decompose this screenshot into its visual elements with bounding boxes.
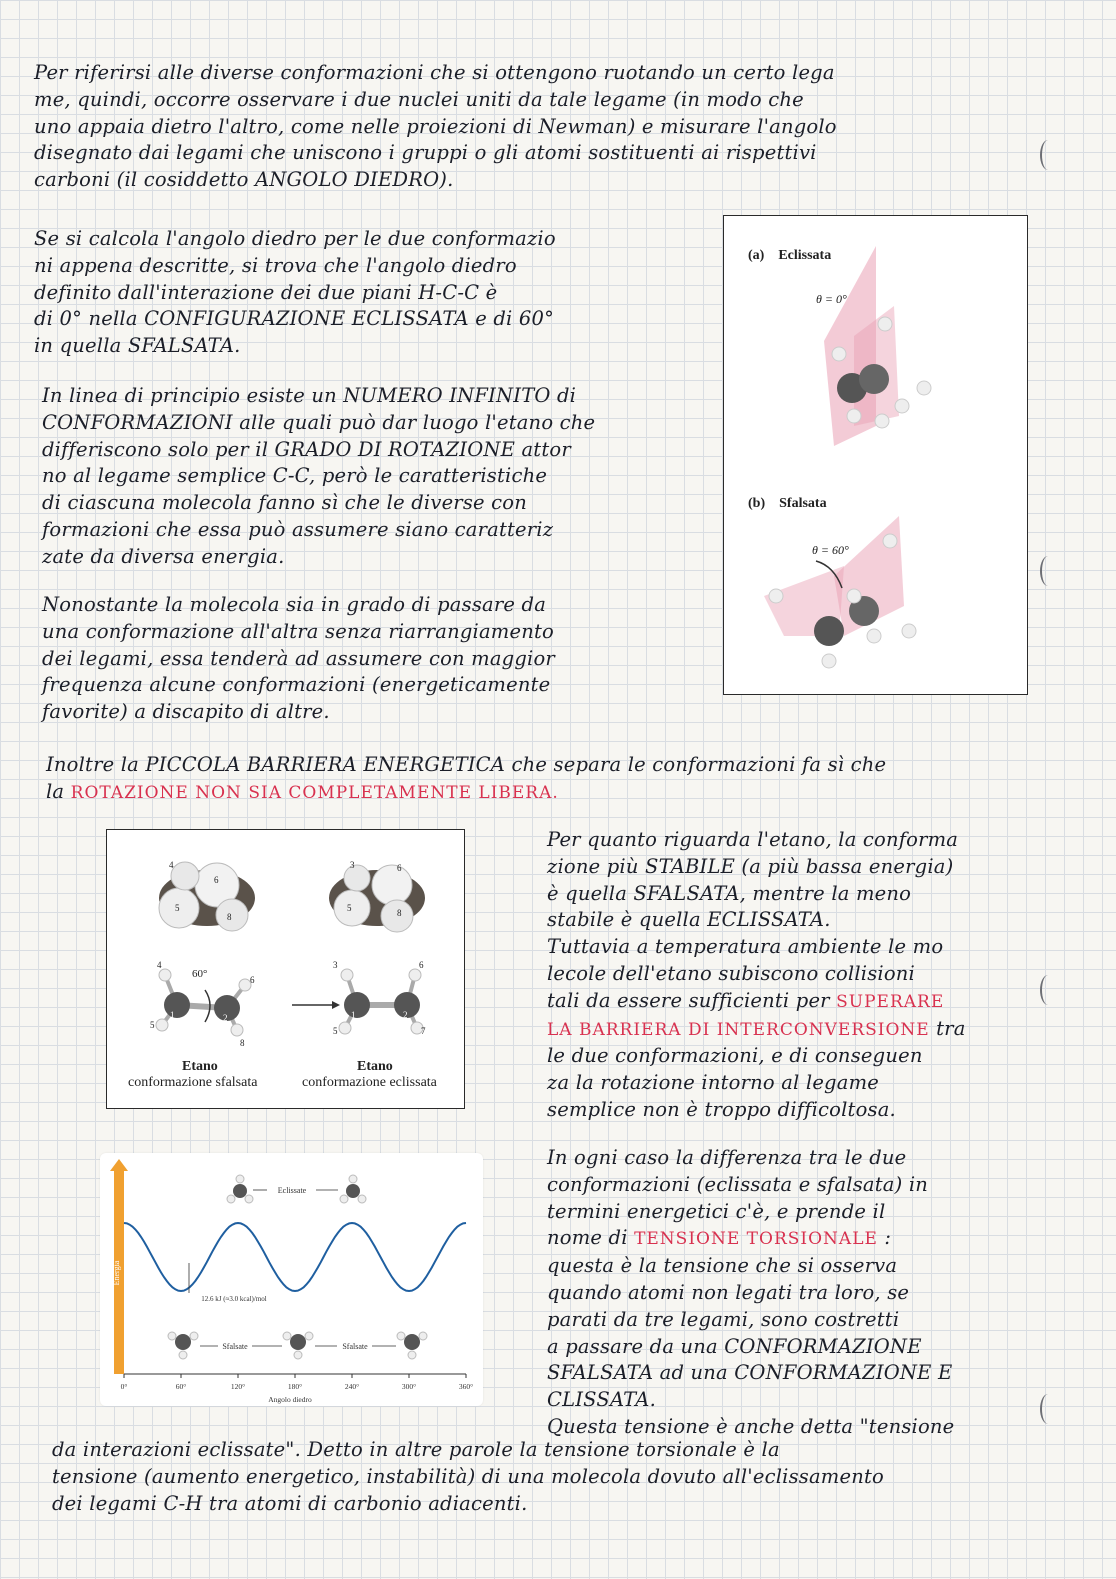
figure-panel-name: Eclissata	[778, 248, 832, 263]
angle-label: θ = 60°	[812, 543, 849, 557]
carbon-atom	[859, 364, 889, 394]
text-line: semplice non è troppo difficoltosa.	[547, 1097, 896, 1121]
atom-number: 5	[150, 1020, 155, 1030]
binder-hole	[1040, 140, 1056, 170]
paragraph-torsional-definition	[52, 1437, 1042, 1517]
atom-number: 3	[333, 960, 338, 970]
x-axis-label: Angolo diedro	[268, 1395, 312, 1404]
text-line: In ogni caso la differenza tra le due	[547, 1146, 907, 1169]
text-line: termini energetici c'è, e prende il	[547, 1199, 886, 1223]
paragraph-stability	[547, 827, 1017, 1124]
hydrogen-atom	[883, 534, 897, 548]
text-line: Per quanto riguarda l'etano, la conforma	[547, 828, 959, 851]
text-line: di 0° nella CONFIGURAZIONE ECLISSATA e di 60°	[34, 307, 555, 331]
x-axis-ticks	[121, 1374, 474, 1391]
text-line: Questa tensione è anche detta "tensione	[547, 1414, 955, 1438]
text-line: tensione (aumento energetico, instabilità) di una molecola dovuto all'eclissamento	[52, 1464, 884, 1488]
atom-number: 7	[421, 1026, 426, 1036]
hydrogen-sphere	[344, 865, 370, 891]
hydrogen-atom	[917, 381, 931, 395]
x-tick-label: 120°	[230, 1382, 246, 1391]
binder-hole	[1040, 975, 1056, 1005]
text-line: conformazioni (eclissata e sfalsata) in	[547, 1172, 929, 1196]
eclipsed-molecule	[340, 1175, 366, 1203]
text-line: za la rotazione intorno al legame	[547, 1071, 879, 1095]
highlighted-text: TENSIONE TORSIONALE	[634, 1229, 878, 1250]
hydrogen-atom	[847, 589, 861, 603]
text-line: no al legame semplice C-C, però le caratteristiche	[42, 464, 548, 488]
text-line: zione più STABILE (a più bassa energia)	[547, 854, 954, 878]
carbon-atom	[344, 992, 370, 1018]
atom-number: 5	[175, 903, 180, 913]
text-line: quando atomi non legati tra loro, se	[547, 1280, 910, 1304]
caption-sub-right: conformazione eclissata	[302, 1075, 437, 1090]
figure-label	[748, 248, 831, 264]
atom-number: 2	[223, 1013, 228, 1023]
text-line: dei legami, essa tenderà ad assumere con maggior	[42, 646, 555, 670]
atom-number: 5	[333, 1026, 338, 1036]
x-tick-label: 300°	[401, 1382, 417, 1391]
y-axis-label: Energia	[112, 1260, 121, 1286]
text-line: Nonostante la molecola sia in grado di passare da	[42, 593, 547, 616]
text-fragment: la	[46, 779, 65, 803]
atom-number: 5	[347, 903, 352, 913]
hydrogen-atom	[902, 624, 916, 638]
text-line: definito dall'interazione dei due piani H-C-C è	[34, 280, 498, 304]
energy-axis-arrowhead	[110, 1159, 128, 1171]
paragraph-preferred-conformations	[42, 592, 687, 726]
staggered-molecule	[283, 1332, 313, 1359]
atom-number: 6	[419, 960, 424, 970]
atom-number: 1	[351, 1010, 356, 1020]
text-line: CONFORMAZIONI alle quali può dar luogo l'etano che	[42, 410, 596, 434]
text-line	[547, 1016, 1017, 1044]
text-line: a passare da una CONFORMAZIONE	[547, 1334, 922, 1358]
atom-number: 4	[169, 860, 174, 870]
hydrogen-atom	[159, 969, 171, 981]
binder-hole	[1040, 1394, 1056, 1424]
figure-panel-letter: (b)	[748, 496, 766, 511]
text-line: Inoltre la PICCOLA BARRIERA ENERGETICA che separa le conformazioni fa sì che	[46, 753, 887, 776]
figure-eclipsed-staggered-drawing	[724, 216, 1027, 694]
angle-label: θ = 0°	[816, 292, 847, 306]
text-line: Per riferirsi alle diverse conformazioni che si ottengono ruotando un certo lega	[34, 61, 835, 84]
text-line: SFALSATA ad una CONFORMAZIONE E	[547, 1361, 953, 1385]
paragraph-torsional-strain	[547, 1145, 1027, 1441]
text-line: formazioni che essa può assumere siano caratteriz	[42, 517, 554, 541]
caption-title-right: Etano	[357, 1059, 393, 1074]
figure-panel-letter: (a)	[748, 248, 765, 263]
text-line: Tuttavia a temperatura ambiente le mo	[547, 935, 944, 959]
binder-hole	[1040, 556, 1056, 586]
paragraph-dihedral	[34, 226, 684, 360]
figure-label	[748, 496, 827, 512]
text-line: ni appena descritte, si trova che l'angolo diedro	[34, 253, 517, 277]
text-line	[547, 988, 1017, 1016]
atom-number: 6	[214, 875, 219, 885]
hydrogen-atom	[156, 1019, 168, 1031]
energy-curve	[124, 1223, 466, 1291]
text-line: di ciascuna molecola fanno sì che le diverse con	[42, 491, 527, 515]
carbon-atom	[164, 992, 190, 1018]
atom-number: 6	[397, 863, 402, 873]
hydrogen-atom	[878, 317, 892, 331]
highlighted-text: SUPERARE	[836, 991, 945, 1012]
atom-number: 2	[403, 1010, 408, 1020]
atom-number: 1	[170, 1010, 175, 1020]
caption-title-left: Etano	[182, 1059, 218, 1074]
text-line: da interazioni eclissate". Detto in altre parole la tensione torsionale è la	[52, 1438, 780, 1461]
paragraph-intro	[34, 60, 1004, 194]
hydrogen-atom	[409, 969, 421, 981]
text-line: differiscono solo per il GRADO DI ROTAZIONE attor	[42, 437, 571, 461]
hydrogen-atom	[231, 1024, 243, 1036]
text-line: le due conformazioni, e di conseguen	[547, 1044, 923, 1068]
x-tick-label: 180°	[287, 1382, 303, 1391]
hydrogen-atom	[769, 589, 783, 603]
text-line: favorite) a discapito di altre.	[42, 700, 330, 724]
text-line: è quella SFALSATA, mentre la meno	[547, 881, 912, 905]
arrow-head	[332, 1001, 340, 1009]
hydrogen-atom	[339, 1022, 351, 1034]
hydrogen-atom	[895, 399, 909, 413]
x-tick-label: 0°	[120, 1382, 128, 1391]
figure-ethane-models	[106, 829, 465, 1109]
staggered-label: Sfalsate	[342, 1342, 368, 1351]
text-line: questa è la tensione che si osserva	[547, 1254, 898, 1278]
text-line: carboni (il cosiddetto ANGOLO DIEDRO).	[34, 168, 454, 192]
hydrogen-atom	[875, 414, 889, 428]
figure-energy-diagram	[100, 1153, 483, 1406]
paragraph-energy-barrier	[46, 752, 1036, 807]
atom-number: 3	[350, 860, 355, 870]
hydrogen-sphere	[216, 899, 248, 931]
energy-chart	[100, 1153, 483, 1406]
paragraph-infinite-conformations	[42, 383, 687, 571]
text-fragment: tali da essere sufficienti per	[547, 988, 830, 1012]
eclipsed-molecule	[227, 1175, 253, 1203]
text-line: uno appaia dietro l'altro, come nelle proiezioni di Newman) e misurare l'angolo	[34, 114, 837, 138]
hydrogen-atom	[847, 409, 861, 423]
text-line	[46, 779, 1036, 807]
staggered-molecule	[397, 1332, 427, 1359]
carbon-atom	[814, 616, 844, 646]
figure-eclipsed-staggered	[723, 215, 1028, 695]
text-line: in quella SFALSATA.	[34, 334, 241, 358]
atom-number: 4	[157, 960, 162, 970]
text-fragment: nome di	[547, 1226, 628, 1250]
x-tick-label: 60°	[175, 1382, 187, 1391]
text-line: zate da diversa energia.	[42, 544, 285, 568]
x-tick-label: 360°	[458, 1382, 474, 1391]
hydrogen-sphere	[171, 862, 199, 890]
text-fragment: tra	[936, 1016, 966, 1040]
barrier-label: 12.6 kJ (≈3.0 kcal)/mol	[201, 1295, 267, 1303]
text-line: disegnato dai legami che uniscono i gruppi o gli atomi sostituenti ai rispettivi	[34, 141, 817, 165]
atom-number: 8	[397, 908, 402, 918]
atom-number: 8	[227, 912, 232, 922]
angle-label: 60°	[192, 968, 208, 980]
text-line: parati da tre legami, sono costretti	[547, 1307, 900, 1331]
highlighted-text: ROTAZIONE NON SIA COMPLETAMENTE LIBERA.	[70, 782, 559, 803]
highlighted-text: LA BARRIERA DI INTERCONVERSIONE	[547, 1019, 930, 1040]
text-fragment: :	[884, 1226, 892, 1250]
hydrogen-atom	[832, 347, 846, 361]
text-line: In linea di principio esiste un NUMERO INFINITO di	[42, 384, 577, 407]
text-line: dei legami C-H tra atomi di carbonio adiacenti.	[52, 1491, 528, 1515]
figure-panel-name: Sfalsata	[779, 496, 827, 511]
caption-sub-left: conformazione sfalsata	[128, 1075, 258, 1090]
text-line: Se si calcola l'angolo diedro per le due conformazio	[34, 227, 556, 250]
text-line: lecole dell'etano subiscono collisioni	[547, 961, 915, 985]
hydrogen-atom	[867, 629, 881, 643]
hydrogen-sphere	[372, 865, 412, 905]
text-line: frequenza alcune conformazioni (energeticamente	[42, 673, 551, 697]
hydrogen-atom	[822, 654, 836, 668]
atom-number: 8	[240, 1038, 245, 1048]
staggered-molecule	[168, 1332, 198, 1359]
text-line: CLISSATA.	[547, 1388, 656, 1412]
text-line: me, quindi, occorre osservare i due nuclei uniti da tale legame (in modo che	[34, 87, 804, 111]
atom-number: 6	[250, 975, 255, 985]
text-line: una conformazione all'altra senza riarrangiamento	[42, 619, 554, 643]
text-line	[547, 1225, 1027, 1253]
eclipsed-label: Eclissate	[277, 1186, 307, 1195]
staggered-label: Sfalsate	[222, 1342, 248, 1351]
hydrogen-sphere	[334, 890, 370, 926]
hydrogen-atom	[341, 969, 353, 981]
x-tick-label: 240°	[344, 1382, 360, 1391]
text-line: stabile è quella ECLISSATA.	[547, 908, 831, 932]
